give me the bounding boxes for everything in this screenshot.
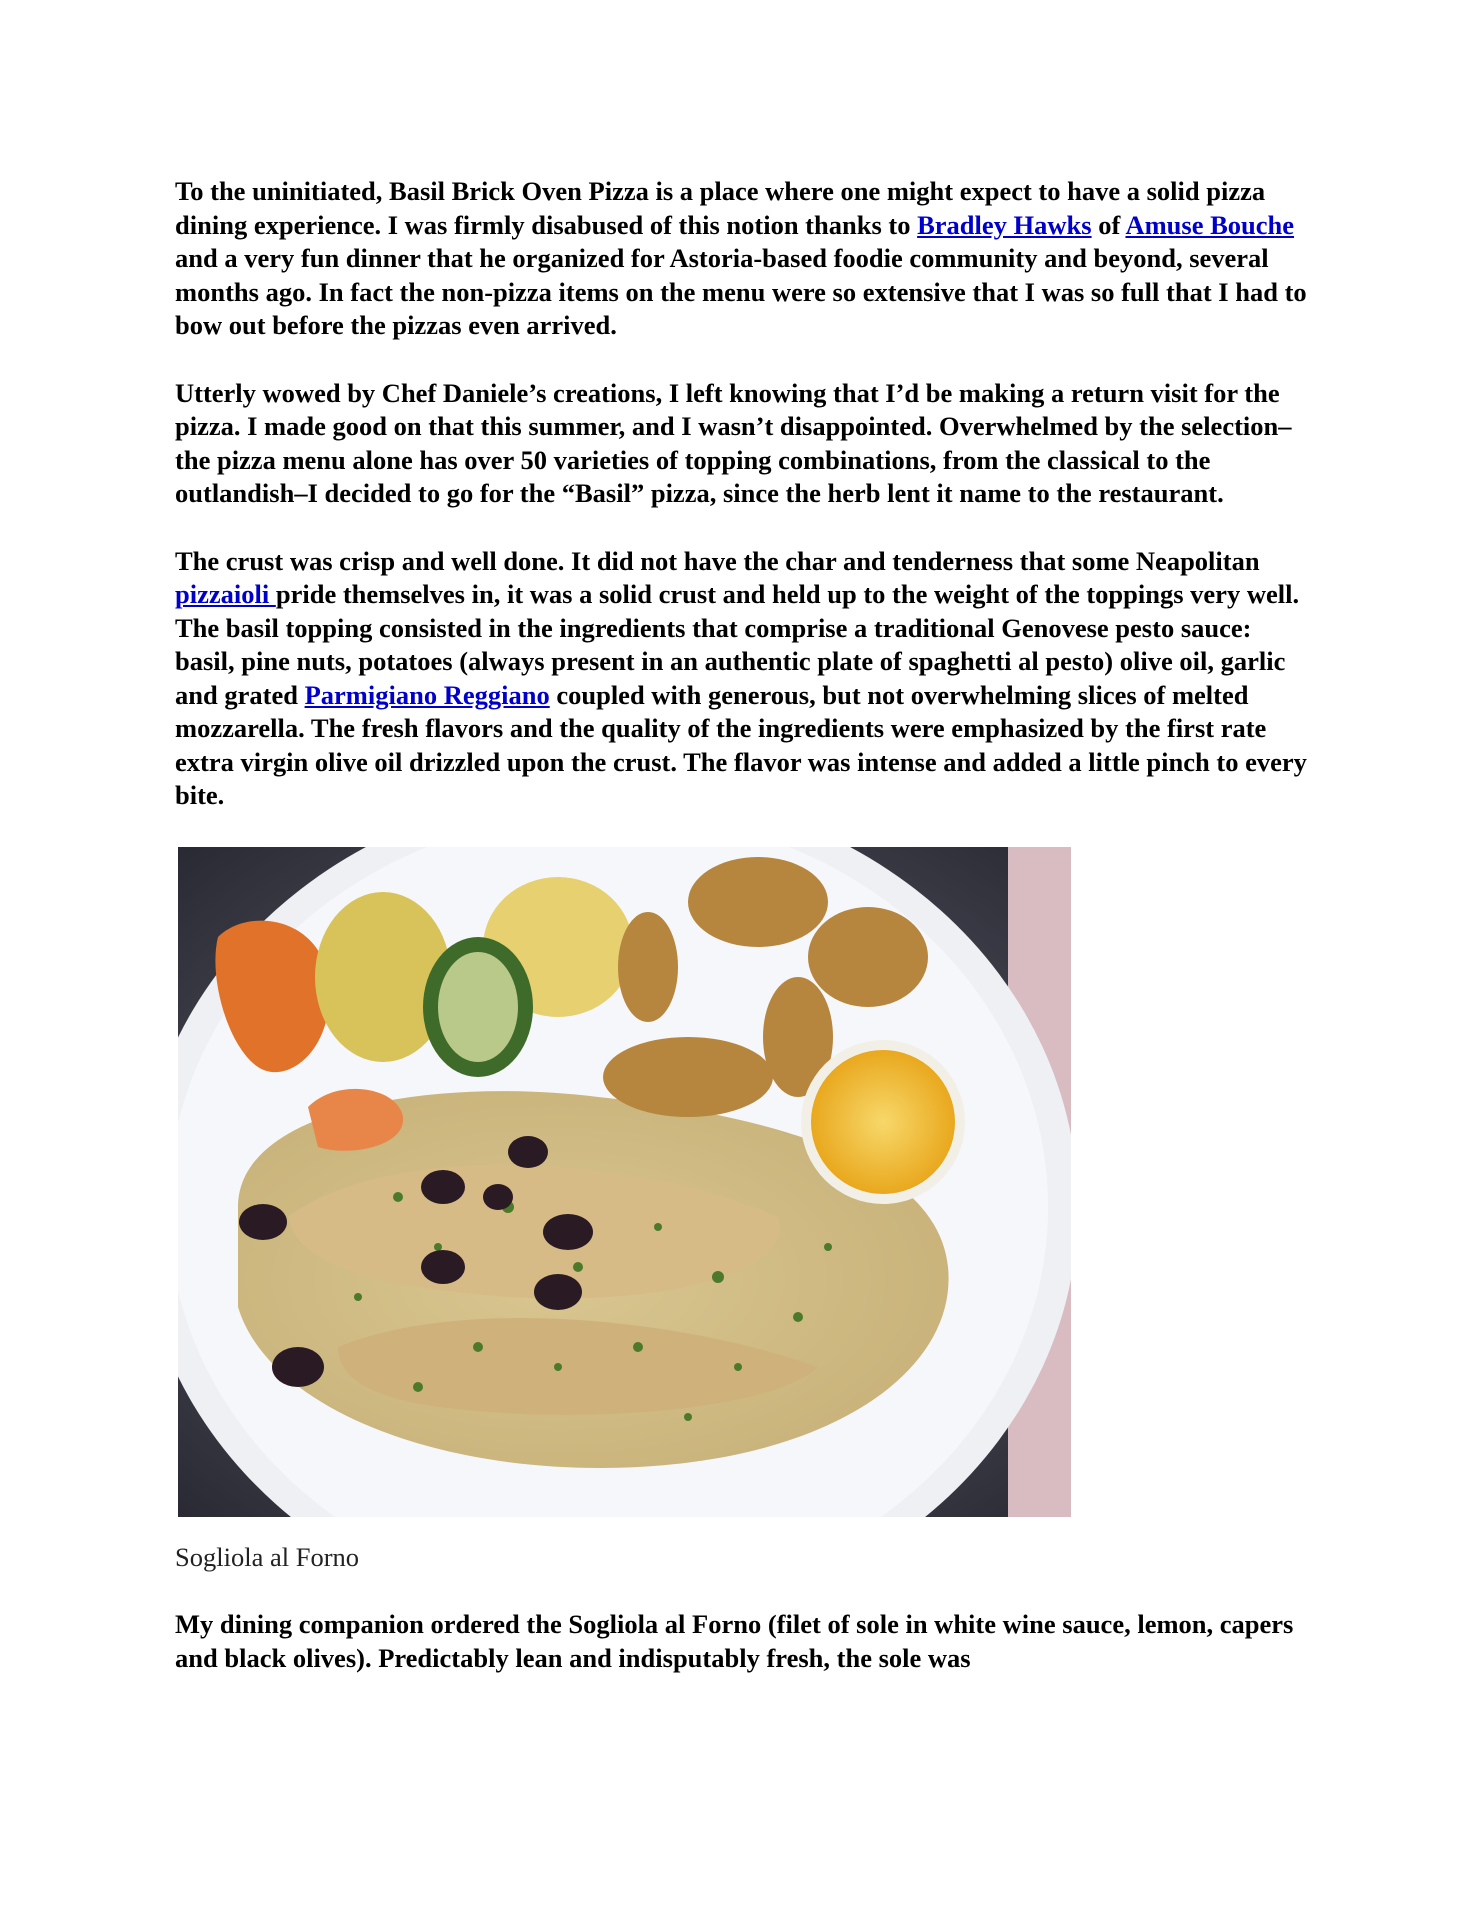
article [175, 175, 1315, 1709]
link-bradley-hawks[interactable]: Bradley Hawks [917, 209, 1092, 240]
paragraph-text: of [1091, 209, 1126, 240]
paragraph-basil-pizza [175, 377, 1315, 511]
paragraph-intro [175, 175, 1315, 343]
paragraph-sole [175, 1608, 1315, 1675]
paragraph-crust [175, 545, 1315, 813]
link-pizzaioli[interactable]: pizzaioli [175, 579, 276, 609]
paragraph-text: Utterly wowed by Chef Daniele’s creations, I left knowing that I’d be making a return visit for the pizza. I made good on that this summer, and I wasn’t disappointed. Overwhelmed by the selection–the pizza menu alone has over 50 varieties of topping combinations, from the classical to the outlandish–I decided to go for the “Basil” pizza, since the herb lent it name to the restaurant. [175, 377, 1292, 508]
link-amuse-bouche[interactable]: Amuse Bouche [1125, 209, 1295, 240]
paragraph-text: The crust was crisp and well done. It did not have the char and tenderness that some Neapolitan [175, 545, 1260, 576]
sole-dish-illustration [178, 847, 1071, 1517]
paragraph-text: pride themselves in, it was a solid crust and held up to the weight of the toppings very well. The basil topping consisted in the ingredients that comprise a traditional Genovese pesto sauce: basil, pine nuts, potatoes (always present in an authentic plate of spaghetti al pesto) olive oil, garlic and grated [175, 579, 1300, 710]
food-photo [178, 847, 1071, 1517]
paragraph-text: coupled with generous, but not overwhelming slices of melted mozzarella. The fresh flavors and the quality of the ingredients were emphasized by the first rate extra virgin olive oil drizzled upon the crust. The flavor was intense and added a little pinch to every bite. [175, 679, 1307, 810]
paragraph-text: and a very fun dinner that he organized for Astoria-based foodie community and beyond, several months ago. In fact the non-pizza items on the menu were so extensive that I was so full that I had to bow out before the pizzas even arrived. [175, 243, 1307, 340]
paragraph-text: My dining companion ordered the Sogliola al Forno (filet of sole in white wine sauce, lemon, capers and black olives). Predictably lean and indisputably fresh, the sole was [175, 1609, 1294, 1673]
paragraph-text: To the uninitiated, Basil Brick Oven Pizza is a place where one might expect to have a solid pizza dining experience. I was firmly disabused of this notion thanks to [175, 176, 1266, 240]
link-parmigiano-reggiano[interactable]: Parmigiano Reggiano [304, 679, 550, 710]
photo-caption: Sogliola al Forno [175, 1541, 360, 1572]
